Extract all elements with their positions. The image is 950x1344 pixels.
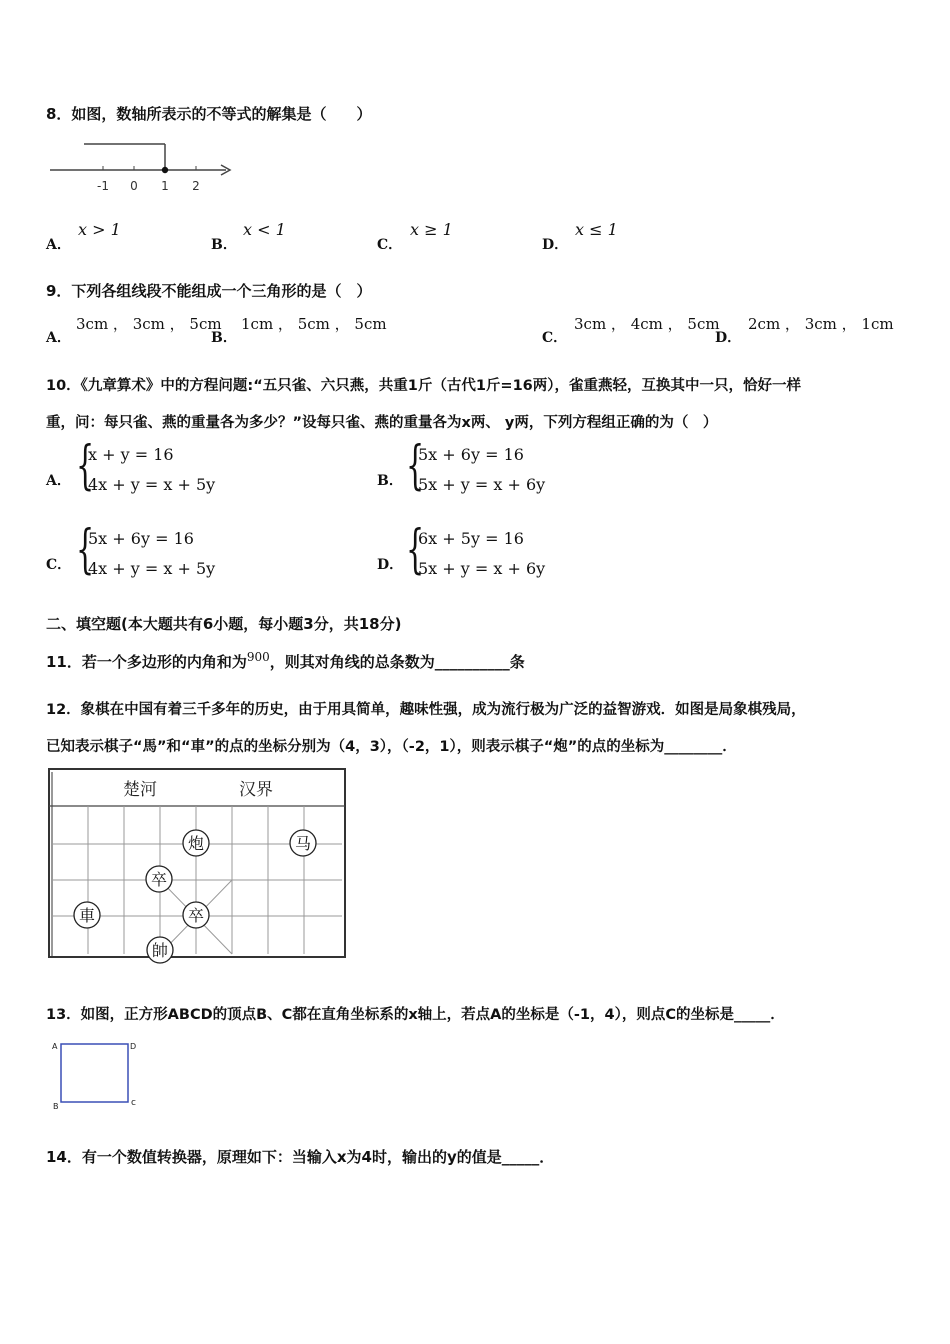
q11-text-before: 11．若一个多边形的内角和为 [46, 653, 247, 671]
brace-icon: { [76, 520, 95, 580]
tick-label: 1 [161, 179, 169, 193]
q10-option-b-letter: B． [377, 473, 403, 489]
q10-option-a-letter: A． [46, 473, 71, 489]
q10-option-c-eq1: 5x + 6y = 16 [88, 529, 194, 548]
q10-option-d-letter: D． [377, 557, 404, 573]
svg-text:卒: 卒 [187, 906, 205, 925]
q9-option-c-letter: C． [542, 330, 568, 346]
q10-option-a-eq1: x + y = 16 [88, 445, 174, 464]
q8-stem: 8．如图，数轴所表示的不等式的解集是（ ） [46, 105, 372, 123]
chess-piece [146, 866, 172, 892]
chess-piece [183, 830, 209, 856]
q9-option-a-expr: 3cm ， 3cm ， 5cm [76, 315, 222, 333]
q10-option-d-eq1: 6x + 5y = 16 [418, 529, 524, 548]
q8-option-a-expr: x > 1 [78, 220, 121, 239]
q11-angle-sum: 900 [246, 650, 270, 664]
tick-label: 2 [192, 179, 200, 193]
brace-icon: { [406, 520, 425, 580]
chess-board [48, 768, 348, 964]
svg-text:马: 马 [294, 834, 312, 853]
q9-option-d-letter: D． [715, 330, 742, 346]
q10-option-d-eq2: 5x + y = x + 6y [418, 559, 546, 578]
q10-option-a-eq2: 4x + y = x + 5y [88, 475, 216, 494]
river-left-label: 楚河 [123, 780, 157, 800]
svg-text:炮: 炮 [187, 834, 205, 853]
section-title: 二、填空题(本大题共有6小题，每小题3分，共18分) [46, 615, 402, 633]
q9-stem: 9．下列各组线段不能组成一个三角形的是（ ） [46, 282, 372, 300]
vertex-label-d: D [130, 1042, 137, 1051]
q9-option-d-expr: 2cm ， 3cm ， 1cm [748, 315, 894, 333]
square-figure [50, 1038, 150, 1114]
q9-option-a-letter: A． [46, 330, 71, 346]
q8-option-c-letter: C． [377, 237, 403, 253]
q11-text-after: ，则其对角线的总条数为__________条 [269, 653, 525, 671]
vertex-label-c: c [131, 1098, 136, 1108]
q10-stem-line2: 重，问：每只雀、燕的重量各为多少？”设每只雀、燕的重量各为x两、 y两，下列方程组正确的为（ ） [46, 415, 718, 431]
number-line [46, 136, 246, 196]
q10-stem-line1: 10．《九章算术》中的方程问题:“五只雀、六只燕，共重1斤（古代1斤=16两），雀重燕轻，互换其中一只，恰好一样 [46, 378, 802, 394]
q8-option-a-letter: A． [46, 237, 71, 253]
q8-option-b-letter: B． [211, 237, 237, 253]
q11-stem [46, 650, 525, 672]
q10-option-c-eq2: 4x + y = x + 5y [88, 559, 216, 578]
vertex-label-a: A [52, 1042, 58, 1051]
q14-stem: 14．有一个数值转换器，原理如下：当输入x为4时，输出的y的值是_____． [46, 1148, 555, 1166]
svg-text:帥: 帥 [151, 941, 169, 960]
q12-stem-line1: 12．象棋在中国有着三千多年的历史，由于用具简单，趣味性强，成为流行极为广泛的益智游戏．如图是局象棋残局， [46, 702, 806, 718]
q8-option-c-expr: x ≥ 1 [410, 220, 453, 239]
q8-option-b-expr: x < 1 [243, 220, 286, 239]
vertex-label-b: B [53, 1102, 59, 1111]
q10-option-c-letter: C． [46, 557, 72, 573]
q12-stem-line2: 已知表示棋子“馬”和“車”的点的坐标分别为（4，3），（-2，1），则表示棋子“炮”的点的坐标为________． [46, 739, 737, 755]
svg-text:車: 車 [78, 906, 96, 925]
q9-option-b-expr: 1cm ， 5cm ， 5cm [241, 315, 387, 333]
q10-option-b-eq1: 5x + 6y = 16 [418, 445, 524, 464]
chess-piece [74, 902, 100, 928]
brace-icon: { [76, 436, 95, 496]
q13-stem: 13．如图，正方形ABCD的顶点B、C都在直角坐标系的x轴上，若点A的坐标是（-1，4），则点C的坐标是_____． [46, 1007, 785, 1023]
q8-option-d-expr: x ≤ 1 [575, 220, 618, 239]
chess-piece [183, 902, 209, 928]
q8-option-d-letter: D． [542, 237, 569, 253]
river-right-label: 汉界 [239, 780, 273, 800]
q10-option-b-eq2: 5x + y = x + 6y [418, 475, 546, 494]
q9-option-b-letter: B． [211, 330, 237, 346]
brace-icon: { [406, 436, 425, 496]
q9-option-c-expr: 3cm ， 4cm ， 5cm [574, 315, 720, 333]
chess-piece [147, 937, 173, 963]
svg-text:卒: 卒 [150, 870, 168, 889]
tick-label: 0 [130, 179, 138, 193]
tick-label: -1 [97, 179, 109, 193]
chess-piece [290, 830, 316, 856]
